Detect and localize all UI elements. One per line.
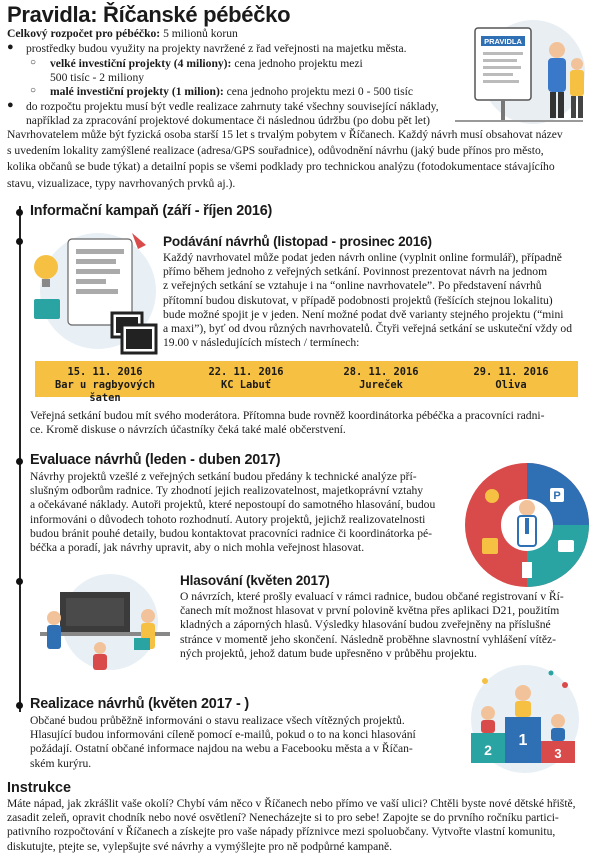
svg-text:3: 3 [554, 746, 562, 761]
rules-illustration [445, 20, 593, 130]
intro-sub-1-line2: 500 tisíc - 2 miliony [50, 71, 145, 84]
intro-sub-1 [50, 57, 430, 71]
para-line: s uvedením lokality zamýšlené realizace (adresa/GPS souřadnice), odůvodnění návrhu (jaký bude přínos pro město, [7, 144, 544, 158]
section-heading-evaluation: Evaluace návrhů (leden - duben 2017) [30, 452, 281, 468]
submission-line: 19.00 v následujících místech / termínech: [163, 336, 360, 350]
meeting-place: Oliva [495, 379, 527, 391]
submission-line: z veřejných setkání se vztahuje i na “online navrhovatele”. Po představení návrhů [163, 279, 542, 293]
voting-illustration [30, 572, 180, 672]
sub1-text: cena jednoho projektu mezi [231, 57, 363, 70]
intro-sub-2 [50, 85, 450, 99]
submission-line: Každý navrhovatel může podat jeden návrh online (vyplnit online formulář), případně [163, 251, 562, 264]
instructions-line: zasadit zeleň, opravit chodník nebo nové osvětlení? Nenecházejte si to pro sebe! Zapojte se do prvního ročníku partici- [7, 811, 559, 825]
meeting-place: KC Labuť [220, 379, 272, 391]
evaluation-text [30, 470, 460, 555]
section-heading-submission: Podávání návrhů (listopad - prosinec 2016) [163, 234, 432, 249]
intro-paragraph [7, 128, 592, 191]
submission-line: přítomní budou diskutovat, v případě podobnosti projektů (řešících stejnou lokalitu) [163, 293, 553, 307]
timeline-dot [16, 578, 23, 585]
voting-line: ných projektů, jehož datum bude upřesněno v průběhu projektu. [180, 646, 477, 660]
instructions-line: Máte nápad, jak zkrášlit vaše okolí? Chybí vám něco v Říčanech nebo přímo ve vaší ulici? Chtěli byste nové dětské hřiště, [7, 797, 576, 810]
budget-value: 5 milionů korun [160, 27, 238, 40]
submission-after-line: Veřejná setkání budou mít svého moderátora. Přítomna bude rovněž koordinátorka pébéčka a pracovníci radni- [30, 409, 545, 422]
voting-text [180, 590, 590, 661]
page-title: Pravidla: Říčanské pébéčko [7, 2, 291, 27]
para-line: kolika občanů se bude týkat) a detailní popis se všemi podklady pro technickou analýzu (fotodokumentace stávajícího [7, 160, 555, 174]
voting-line: stránce v momentě jeho skončení. Následně proběhne slavnostní vyhlášení vítěz- [180, 632, 557, 646]
timeline-dot [16, 238, 23, 245]
intro-bullet-2-line2: například za zpracování projektové dokumentace či následnou údržbu (po dobu pět let) [26, 114, 431, 127]
meeting-item [40, 366, 170, 405]
submission-illustration [28, 225, 158, 357]
voting-line: O návrzích, které prošly evaluací v rámci radnice, budou občané registrovaní v Ří- [180, 590, 564, 603]
instructions-heading: Instrukce [7, 780, 71, 796]
evaluation-illustration [462, 460, 592, 590]
section-heading-voting: Hlasování (květen 2017) [180, 573, 330, 588]
meeting-date: 22. 11. 2016 [208, 366, 284, 378]
evaluation-line: Návrhy projektů vzešlé z veřejných setkání budou předány k technické analýze pří- [30, 470, 417, 483]
meeting-item [446, 366, 576, 392]
meetings-schedule [35, 361, 578, 404]
timeline-dot [16, 458, 23, 465]
realization-text [30, 714, 450, 771]
realization-illustration [455, 663, 593, 778]
realization-line: požádají. Ostatní občané informace najdou na webu a Facebooku města a v Říčan- [30, 742, 413, 756]
budget-line [7, 27, 427, 41]
budget-label: Celkový rozpočet pro pébéčko: [7, 27, 161, 40]
timeline-dot [16, 209, 23, 216]
instructions-text [7, 797, 595, 854]
evaluation-line: budou bránit pouhé detaily, budou kontaktovat pracovníci radnice či koordinátorka pé- [30, 526, 433, 540]
bullet-circle: ○ [30, 57, 37, 68]
submission-after [30, 409, 590, 437]
bullet-dot: ● [7, 41, 14, 53]
svg-text:1: 1 [518, 732, 528, 749]
rules-sign-text: PRAVIDLA [484, 37, 522, 46]
submission-line: a maxi”), byť od dvou různých navrhovatelů. Čtyři veřejná setkání se uskuteční vždy od [163, 322, 573, 336]
intro-bullet-1: prostředky budou využity na projekty navržené z řad veřejnosti na majetku města. [26, 42, 407, 55]
section-heading-campaign: Informační kampaň (září - říjen 2016) [30, 203, 273, 219]
evaluation-line: informováni o důvodech tohoto rozhodnutí. Autory projektů, jejichž realizovatelnosti [30, 512, 426, 526]
timeline-dot [16, 702, 23, 709]
sub2-text: cena jednoho projektu mezi 0 - 500 tisíc [223, 85, 413, 98]
meeting-item [316, 366, 446, 392]
realization-line: Občané budou průběžně informováni o stavu realizace všech vítězných projektů. [30, 714, 405, 727]
bullet-dot: ● [7, 99, 14, 111]
voting-line: kladných a záporných hlasů. Výsledky hlasování budou zveřejněny na příslušné [180, 618, 551, 632]
instructions-line: diskutujte, ptejte se, vylepšujte své návrhy a vymýšlejte pro ně podpůrné kampaně. [7, 839, 393, 853]
sub1-bold: velké investiční projekty (4 miliony): [50, 57, 232, 70]
realization-line: Hlasující budou informováni cíleně pomocí e-mailů, pokud o to na konci hlasování [30, 728, 416, 742]
svg-text:P: P [553, 490, 561, 502]
submission-line: přímo během jednoho z veřejných setkání. Povinnost prezentovat návrh na jednom [163, 265, 548, 279]
para-line: Navrhovatelem může být fyzická osoba starší 15 let s trvalým pobytem v Říčanech. Každý návrh musí obsahovat název [7, 128, 563, 141]
submission-line: bude možné spojit je v jeden. Není možné podat dvě varianty stejného projektu (“mini [163, 307, 564, 321]
meeting-item [181, 366, 311, 392]
sub2-bold: malé investiční projekty (1 milion): [50, 85, 224, 98]
evaluation-line: slušným odborům radnice. Ty zhodnotí jejich realizovatelnost, majetkoprávní vztahy [30, 484, 424, 498]
para-line: stavu, vizualizace, typy navrhovaných prvků aj.). [7, 176, 236, 190]
meeting-date: 29. 11. 2016 [473, 366, 549, 378]
meeting-place: Jureček [359, 379, 403, 391]
submission-after-line: ce. Kromě diskuse o návrzích účastníky čeká také malé občerstvení. [30, 423, 346, 437]
submission-text [163, 251, 593, 350]
evaluation-line: béčka a poradí, jak návrhy upravit, aby o nich mohla veřejnost hlasovat. [30, 541, 365, 555]
meeting-date: 15. 11. 2016 [67, 366, 143, 378]
svg-text:2: 2 [484, 742, 492, 758]
bullet-circle: ○ [30, 85, 37, 96]
instructions-line: pativního rozpočtování v Říčanech a získejte pro vaše nápady příznivce mezi spoluobčany. Vytvořte vlastní komunitu, [7, 825, 556, 839]
intro-bullet-2-line1: do rozpočtu projektu musí být vedle realizace zahrnuty také všechny související náklady, [26, 100, 439, 113]
meeting-place: Bar u ragbyových šaten [54, 379, 156, 404]
voting-line: čanech mít možnost hlasovat v první polovině května přes aplikaci D21, použitím [180, 604, 560, 618]
evaluation-line: a očekávané náklady. Autoři projektů, které nepostoupí do samotného hlasování, budou [30, 498, 436, 512]
section-heading-realization: Realizace návrhů (květen 2017 - ) [30, 696, 249, 712]
meeting-date: 28. 11. 2016 [343, 366, 419, 378]
realization-line: ském kurýru. [30, 756, 92, 770]
